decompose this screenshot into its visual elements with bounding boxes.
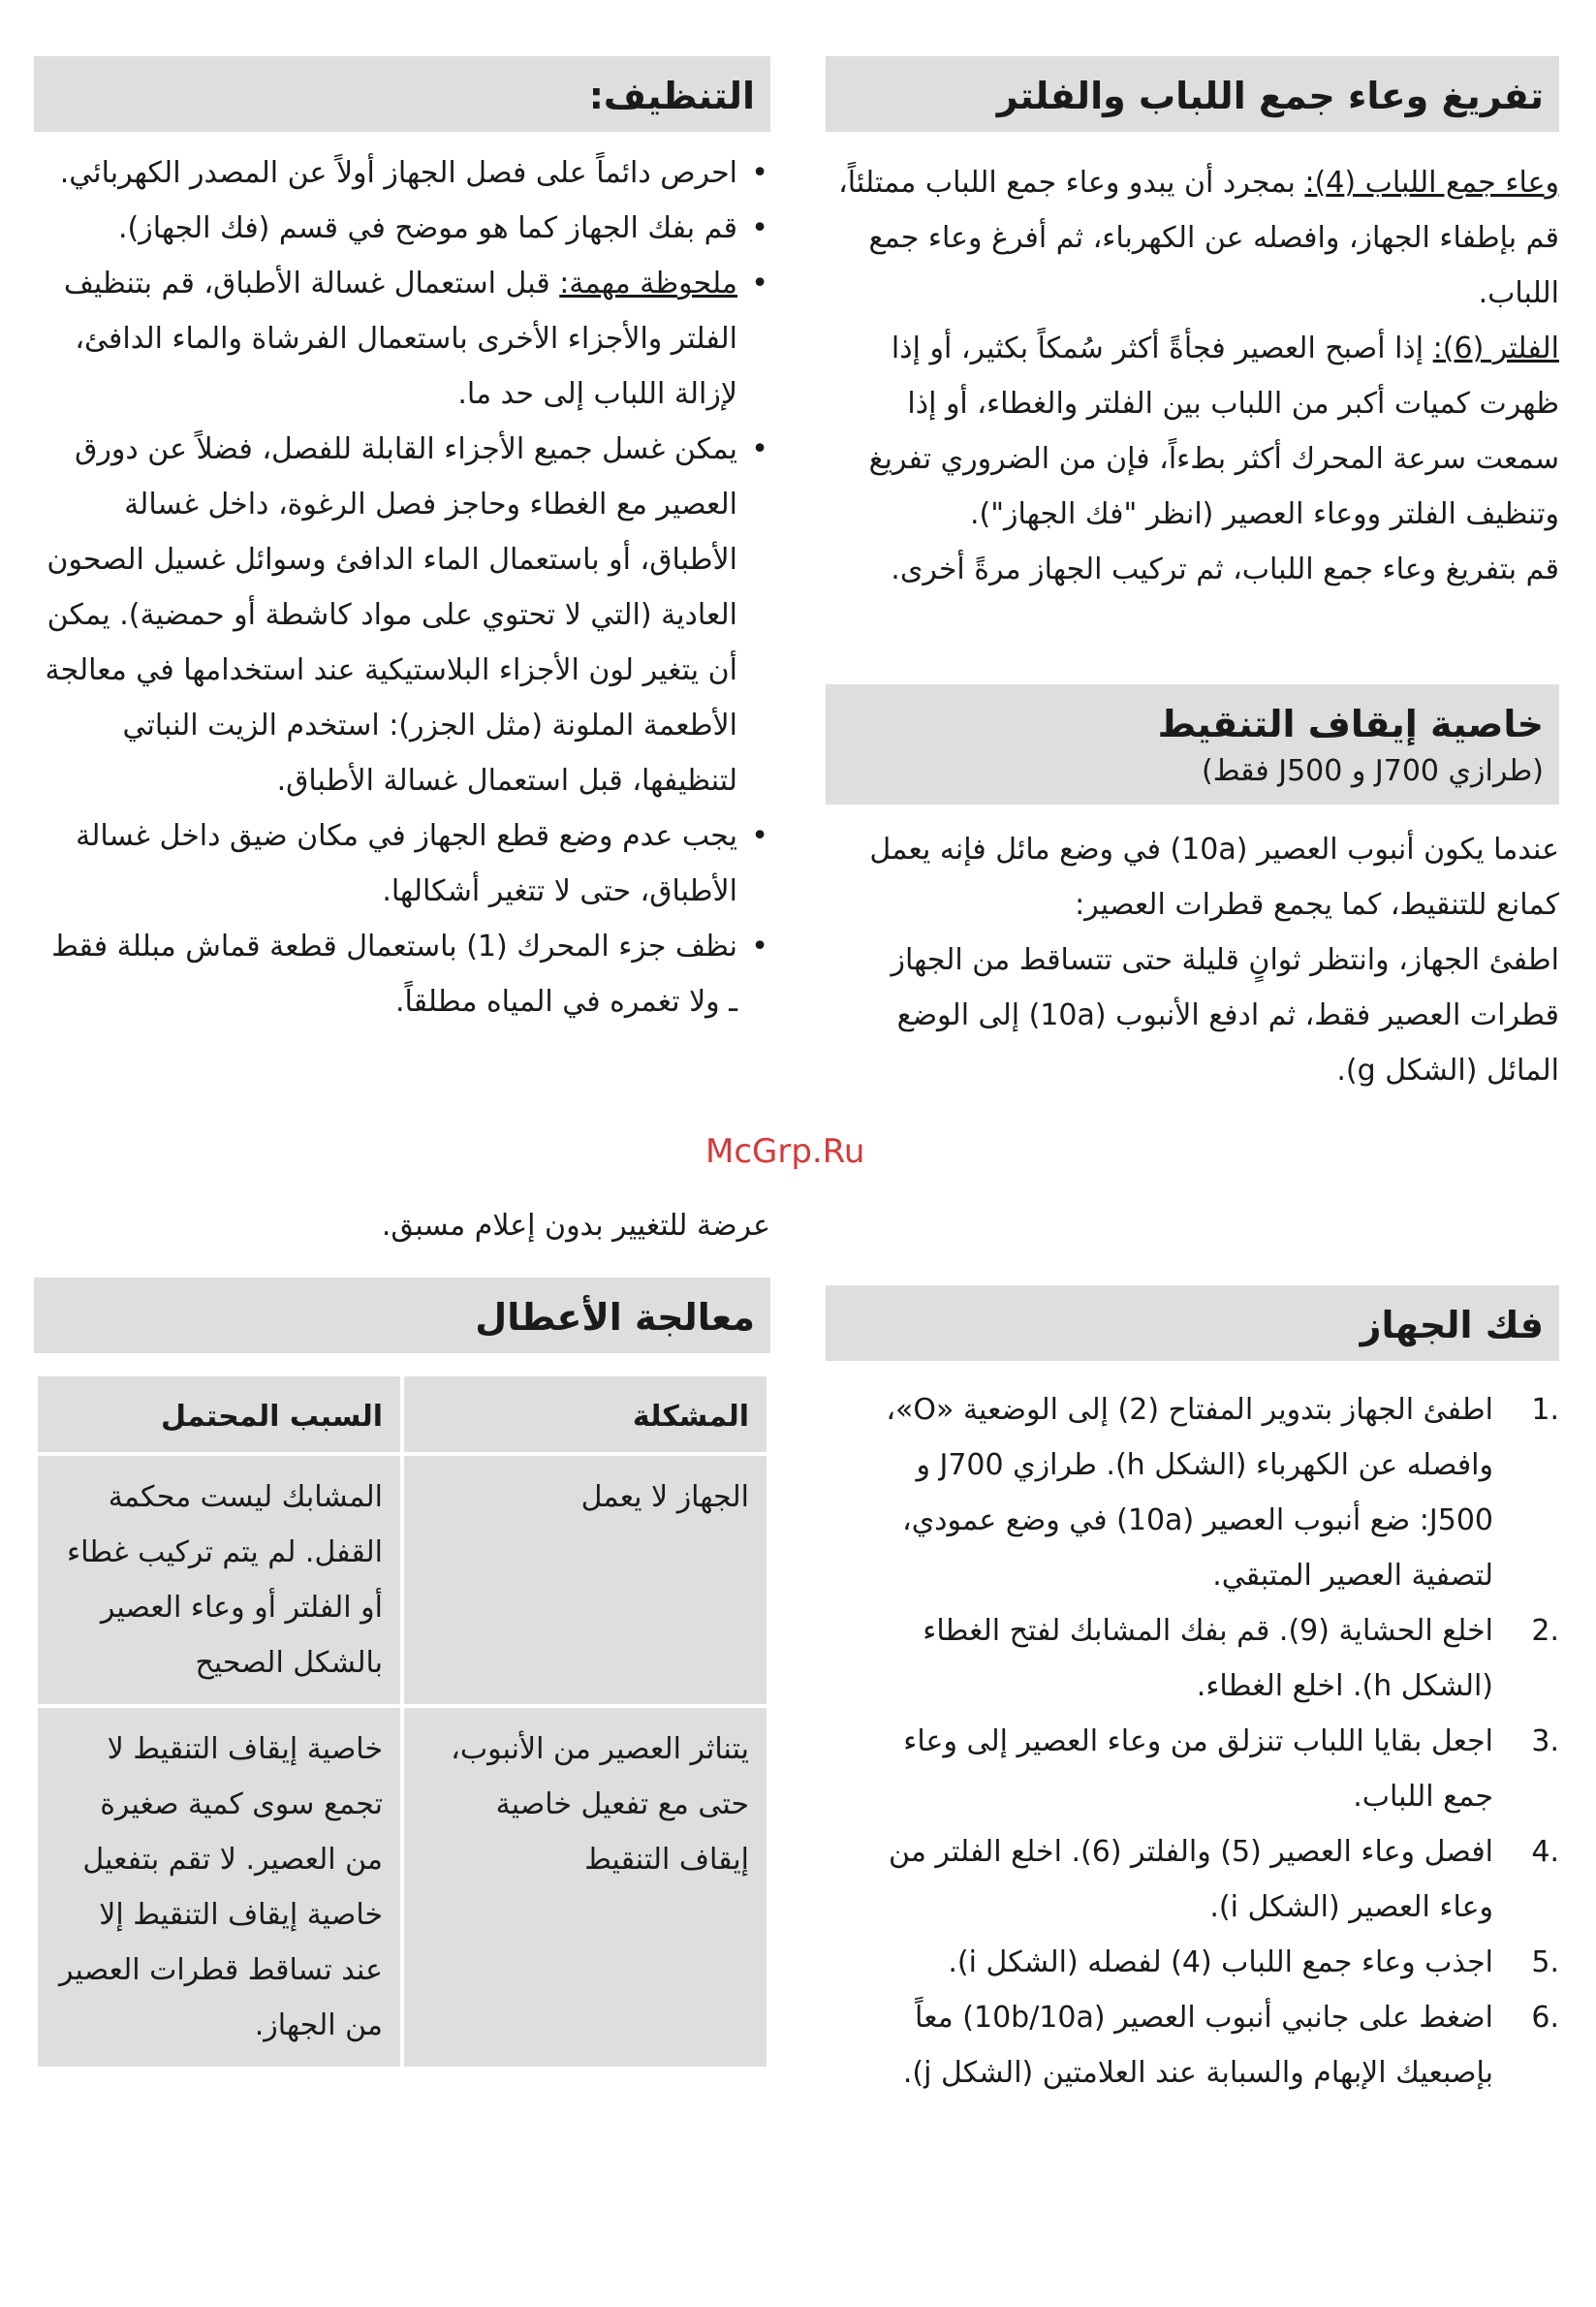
pulp-container-label: وعاء جمع اللباب (4): [1304, 166, 1559, 200]
steps-list [826, 1361, 1559, 2101]
cause-cell: خاصية إيقاف التنقيط لا تجمع سوى كمية صغيرة من العصير. لا تقم بتفعيل خاصية إيقاف التنقيط إلا عند تساقط قطرات العصير من الجهاز. [38, 1708, 400, 2067]
list-item: • ملحوظة مهمة: قبل استعمال غسالة الأطباق، قم بتنظيف الفلتر والأجزاء الأخرى باستعمال الفرشاة والماء الدافئ، لإزالة اللباب إلى حد ما. [34, 256, 770, 422]
empty-pulp-section [826, 56, 1559, 597]
right-column [826, 56, 1559, 2090]
section-header [34, 1278, 770, 1353]
change-notice: عرضة للتغيير بدون إعلام مسبق. [381, 1209, 770, 1243]
list-item: 3. اجعل بقايا اللباب تنزلق من وعاء العصير إلى وعاء جمع اللباب. [903, 1724, 1559, 1814]
list-item: • يجب عدم وضع قطع الجهاز في مكان ضيق داخل غسالة الأطباق، حتى لا تتغير أشكالها. [34, 808, 770, 919]
section-body [826, 805, 1559, 1098]
table-row [38, 1708, 767, 2067]
troubleshooting-table [34, 1373, 770, 2070]
table-row [38, 1456, 767, 1704]
problem-cell: يتناثر العصير من الأنبوب، حتى مع تفعيل خاصية إيقاف التنقيط [404, 1708, 767, 2067]
list-item: 1. اطفئ الجهاز بتدوير المفتاح (2) إلى الوضعية «O»، وافصله عن الكهرباء (الشكل h). طرازي J700 و J500: ضع أنبوب العصير (10a) في وضع عمودي، لتصفية العصير المتبقي. [886, 1393, 1559, 1593]
paragraph-text: إذا أصبح العصير فجأةً أكثر سُمكاً بكثير، أو إذا ظهرت كميات أكبر من اللباب بين الفلتر والغطاء، أو إذا سمعت سرعة المحرك أكثر بطءاً، فإن من الضروري تفريغ وتنظيف الفلتر ووعاء العصير (انظر "فك الجهاز"). [868, 332, 1559, 531]
paragraph-text: بمجرد أن يبدو وعاء جمع اللباب ممتلئاً، قم بإطفاء الجهاز، وافصله عن الكهرباء، ثم أفرغ وعاء جمع اللباب. [838, 166, 1559, 310]
table-header-row [38, 1376, 767, 1452]
list-item: 6. اضغط على جانبي أنبوب العصير (10b/10a) معاً بإصبعيك الإبهام والسبابة عند العلامتين (الشكل j). [902, 2001, 1559, 2090]
watermark-text: McGrp.Ru [705, 1132, 865, 1171]
section-header [34, 56, 770, 132]
column-header-problem: المشكلة [404, 1376, 767, 1452]
disassembly-section [826, 1285, 1559, 2101]
column-header-cause: السبب المحتمل [38, 1376, 400, 1452]
troubleshooting-section [34, 1278, 770, 2070]
section-body [826, 132, 1559, 597]
cleaning-list [34, 132, 770, 1029]
list-item: • احرص دائماً على فصل الجهاز أولاً عن المصدر الكهربائي. [34, 145, 770, 201]
drip-stop-section [826, 684, 1559, 1098]
list-item: • نظف جزء المحرك (1) باستعمال قطعة قماش مبللة فقط ـ ولا تغمره في المياه مطلقاً. [34, 919, 770, 1029]
important-note-label: ملحوظة مهمة: [559, 267, 737, 300]
section-title: تفريغ وعاء جمع اللباب والفلتر [996, 75, 1544, 117]
list-item: 5. اجذب وعاء جمع اللباب (4) لفصله (الشكل i). [948, 1945, 1559, 1979]
paragraph: قم بتفريغ وعاء جمع اللباب، ثم تركيب الجهاز مرةً أخرى. [891, 553, 1559, 586]
list-item: 2. اخلع الحشاية (9). قم بفك المشابك لفتح الغطاء (الشكل h). اخلع الغطاء. [923, 1614, 1559, 1703]
list-item: • قم بفك الجهاز كما هو موضح في قسم (فك الجهاز). [34, 201, 770, 256]
section-header [826, 684, 1559, 805]
section-header [826, 1285, 1559, 1361]
section-header [826, 56, 1559, 132]
section-subtitle: (طرازي J700 و J500 فقط) [1202, 754, 1544, 788]
cause-cell: المشابك ليست محكمة القفل. لم يتم تركيب غطاء أو الفلتر أو وعاء العصير بالشكل الصحيح [38, 1456, 400, 1704]
problem-cell: الجهاز لا يعمل [404, 1456, 767, 1704]
paragraph [826, 155, 1559, 321]
section-title: التنظيف: [588, 75, 755, 117]
filter-label: الفلتر (6): [1432, 332, 1559, 365]
cleaning-section [34, 56, 770, 1029]
section-title: خاصية إيقاف التنقيط [1157, 703, 1544, 745]
list-item: 4. افصل وعاء العصير (5) والفلتر (6). اخلع الفلتر من وعاء العصير (الشكل i). [888, 1835, 1559, 1924]
list-item: • يمكن غسل جميع الأجزاء القابلة للفصل، فضلاً عن دورق العصير مع الغطاء وحاجز فصل الرغوة، داخل غسالة الأطباق، أو باستعمال الماء الدافئ وسوائل غسيل الصحون العادية (التي لا تحتوي على مواد كاشطة أو حمضية). يمكن أن يتغير لون الأجزاء البلاستيكية عند استخدامها في معالجة الأطعمة الملونة (مثل الجزر): استخدم الزيت النباتي لتنظيفها، قبل استعمال غسالة الأطباق. [34, 422, 770, 808]
paragraph: اطفئ الجهاز، وانتظر ثوانٍ قليلة حتى تتساقط من الجهاز قطرات العصير فقط، ثم ادفع الأنبوب (10a) إلى الوضع المائل (الشكل g). [891, 943, 1559, 1088]
paragraph [826, 321, 1559, 542]
section-title: معالجة الأعطال [475, 1296, 755, 1339]
section-title: فك الجهاز [1360, 1304, 1544, 1346]
paragraph: عندما يكون أنبوب العصير (10a) في وضع مائل فإنه يعمل كمانع للتنقيط، كما يجمع قطرات العصير: [869, 833, 1559, 922]
